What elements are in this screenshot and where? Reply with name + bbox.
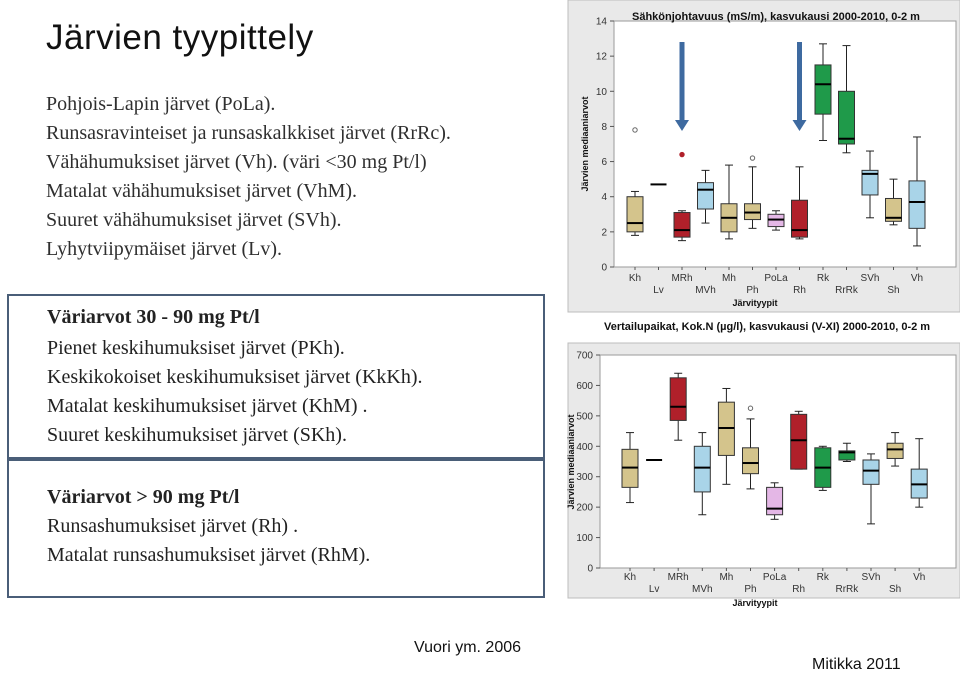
- list-item: Suuret keskihumuksiset järvet (SKh).: [47, 424, 347, 446]
- box-Kh: [627, 197, 643, 232]
- y-tick-label: 0: [587, 563, 593, 575]
- x-tick-label: RrRk: [835, 285, 858, 296]
- box-SVh: [863, 460, 879, 484]
- box-MRh: [670, 378, 686, 421]
- list-item: Matalat runsashumuksiset järvet (RhM).: [47, 544, 371, 566]
- x-tick-label: PoLa: [762, 572, 787, 583]
- x-tick-label: RrRk: [835, 584, 859, 595]
- x-tick-label: Mh: [719, 572, 734, 583]
- x-tick-label: Ph: [746, 285, 759, 296]
- list-item: Runsashumuksiset järvet (Rh) .: [47, 515, 299, 537]
- list-item: Vähähumuksiset järvet (Vh). (väri <30 mg Pt/l): [46, 151, 427, 173]
- x-tick-label: Sh: [887, 285, 900, 296]
- list-item: Pohjois-Lapin järvet (PoLa).: [46, 93, 276, 115]
- box-heading: Väriarvot > 90 mg Pt/l: [47, 486, 240, 508]
- box-MVh: [698, 183, 714, 209]
- author-credit: Mitikka 2011: [812, 656, 901, 673]
- y-tick-label: 12: [595, 51, 607, 63]
- list-item: Pienet keskihumuksiset järvet (PKh).: [47, 337, 345, 359]
- x-tick-label: Vh: [910, 273, 924, 284]
- x-tick-label: Sh: [888, 584, 902, 595]
- x-tick-label: PoLa: [764, 273, 788, 284]
- y-tick-label: 4: [601, 192, 607, 204]
- y-tick-label: 6: [601, 157, 607, 169]
- x-tick-label: Mh: [722, 273, 736, 284]
- y-tick-label: 100: [576, 533, 593, 545]
- x-tick-label: Kh: [623, 572, 637, 583]
- outlier-point: [633, 128, 637, 132]
- chart-title: Vertailupaikat, Kok.N (µg/l), kasvukausi (V-XI) 2000-2010, 0-2 m: [604, 321, 931, 333]
- y-tick-label: 10: [595, 86, 607, 98]
- box-PoLa: [767, 487, 783, 514]
- outlier-point: [748, 406, 752, 410]
- y-tick-label: 0: [601, 262, 607, 274]
- x-tick-label: MRh: [671, 273, 693, 284]
- outlier-point: [680, 152, 684, 156]
- list-item: Runsasravinteiset ja runsaskalkkiset järvet (RrRc).: [46, 122, 451, 144]
- y-tick-label: 400: [576, 441, 593, 453]
- x-tick-label: MVh: [692, 584, 713, 595]
- list-item: Lyhytviipymäiset järvet (Lv).: [46, 238, 283, 260]
- box-Rh: [791, 414, 807, 469]
- x-tick-label: MRh: [667, 572, 689, 583]
- box-RrRk: [839, 91, 855, 144]
- arrow-shaft: [797, 42, 802, 121]
- arrow-shaft: [680, 42, 685, 121]
- y-axis-label: Järvien mediaaniarvot: [580, 96, 590, 192]
- box-Vh: [909, 181, 925, 228]
- plot-area: [614, 21, 956, 267]
- list-item: Keskikokoiset keskihumuksiset järvet (KkKh).: [47, 366, 423, 388]
- outlier-point: [750, 156, 754, 160]
- list-item: Suuret vähähumuksiset järvet (SVh).: [46, 209, 342, 231]
- x-tick-label: Lv: [648, 584, 660, 595]
- y-tick-label: 14: [595, 16, 607, 28]
- x-tick-label: Rh: [793, 285, 806, 296]
- x-tick-label: SVh: [861, 572, 881, 583]
- x-tick-label: Kh: [628, 273, 642, 284]
- x-tick-label: SVh: [860, 273, 880, 284]
- box-heading: Väriarvot 30 - 90 mg Pt/l: [47, 306, 260, 328]
- x-axis-label: Järvityypit: [732, 298, 778, 308]
- y-tick-label: 300: [576, 472, 593, 484]
- y-tick-label: 600: [576, 380, 593, 392]
- x-axis-label: Järvityypit: [732, 598, 778, 608]
- x-tick-label: Rk: [816, 273, 830, 284]
- box-MVh: [694, 446, 710, 492]
- y-tick-label: 8: [601, 121, 607, 133]
- y-tick-label: 200: [576, 502, 593, 514]
- y-tick-label: 2: [601, 227, 607, 239]
- slide-title: Järvien tyypittely: [46, 18, 314, 57]
- chart-title: Sähkönjohtavuus (mS/m), kasvukausi 2000-2010, 0-2 m: [632, 11, 920, 23]
- y-tick-label: 500: [576, 411, 593, 423]
- list-item: Matalat vähähumuksiset järvet (VhM).: [46, 180, 358, 202]
- y-axis-label: Järvien mediaaniarvot: [566, 414, 576, 510]
- x-tick-label: Lv: [653, 285, 664, 296]
- box-MRh: [674, 213, 690, 238]
- x-tick-label: Rh: [792, 584, 806, 595]
- x-tick-label: Rk: [816, 572, 829, 583]
- box-Ph: [743, 448, 759, 474]
- x-tick-label: MVh: [695, 285, 716, 296]
- x-tick-label: Ph: [744, 584, 757, 595]
- list-item: Matalat keskihumuksiset järvet (KhM) .: [47, 395, 368, 417]
- box-Rh: [792, 200, 808, 237]
- y-tick-label: 700: [576, 350, 593, 362]
- x-tick-label: Vh: [913, 572, 926, 583]
- plot-area: [600, 355, 956, 568]
- source-credit: Vuori ym. 2006: [414, 639, 522, 656]
- box-Sh: [887, 443, 903, 458]
- box-Rk: [815, 65, 831, 114]
